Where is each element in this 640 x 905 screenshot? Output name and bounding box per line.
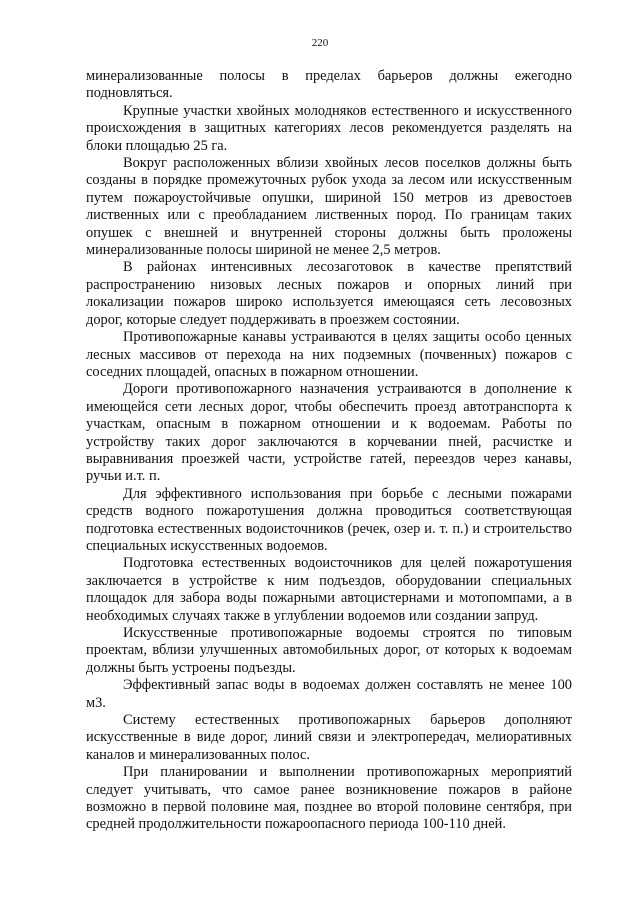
paragraph-water-sources: Для эффективного использования при борьбе с лесными пожарами средств водного пожаротушения должна проводиться соответствующая подготовка естественных водоисточников (речек, озер и. т. п.) и строительство специальных искусственных водоемов. — [86, 485, 572, 554]
paragraph-fire-season: При планировании и выполнении противопожарных мероприятий следует учитывать, что самое ранее возникновение пожаров в районе возможно в первой половине мая, позднее во второй половине сентября, при средней продолжительности пожароопасного периода 100-110 дней. — [86, 764, 572, 833]
paragraph-continuation: минерализованные полосы в пределах барьеров должны ежегодно подновляться. — [86, 68, 572, 102]
paragraph-natural-water-prep: Подготовка естественных водоисточников для целей пожаротушения заключается в устройстве к ним подъездов, оборудовании специальных площадок для забора воды пожарными автоцистернами и мотопомпами, а в необходимых случаях также в углублении водоемов или создании запруд. — [86, 555, 572, 624]
paragraph-fire-roads: Дороги противопожарного назначения устраиваются в дополнение к имеющейся сети лесных дорог, чтобы обеспечить проезд автотранспорта к участкам, опасным в пожарном отношении и к водоемам. Работы по устройству таких дорог заключаются в корчевании пней, расчистке и выравнивания проезжей части, устройстве гатей, переездов через канавы, ручьи и.т. п. — [86, 381, 572, 485]
paragraph-conifer-blocks: Крупные участки хвойных молодняков естественного и искусственного происхождения в защитных категориях лесов рекомендуется разделять на блоки площадью 25 га. — [86, 102, 572, 154]
paragraph-fire-ditches: Противопожарные канавы устраиваются в целях защиты особо ценных лесных массивов от перехода на них подземных (почвенных) пожаров с соседних площадей, опасных в пожарном отношении. — [86, 329, 572, 380]
paragraph-barrier-system: Систему естественных противопожарных барьеров дополняют искусственные в виде дорог, линий связи и электропередач, мелиоративных каналов и минерализованных полос. — [86, 712, 572, 763]
paragraph-water-reserve: Эффективный запас воды в водоемах должен составлять не менее 100 м3. — [86, 677, 572, 711]
paragraph-fire-resistant-edges: Вокруг расположенных вблизи хвойных лесов поселков должны быть созданы в порядке промежуточных рубок ухода за лесом или искусственным путем пожароустойчивые опушки, шириной 150 метров из древостоев лиственных или с преобладанием лиственных пород. По границам таких опушек с внешней и внутренней стороны должны быть проложены минерализованные полосы шириной не менее 2,5 метров. — [86, 155, 572, 259]
paragraph-logging-roads: В районах интенсивных лесозаготовок в качестве препятствий распространению низовых лесных пожаров и опорных линий при локализации пожаров широко используется имеющаяся сеть лесовозных дорог, которые следует поддерживать в проезжем состоянии. — [86, 259, 572, 328]
document-body — [86, 68, 572, 834]
paragraph-artificial-ponds: Искусственные противопожарные водоемы строятся по типовым проектам, вблизи улучшенных автомобильных дорог, от которых к водоемам должны быть устроены подъезды. — [86, 625, 572, 676]
page-number: 220 — [311, 37, 329, 49]
